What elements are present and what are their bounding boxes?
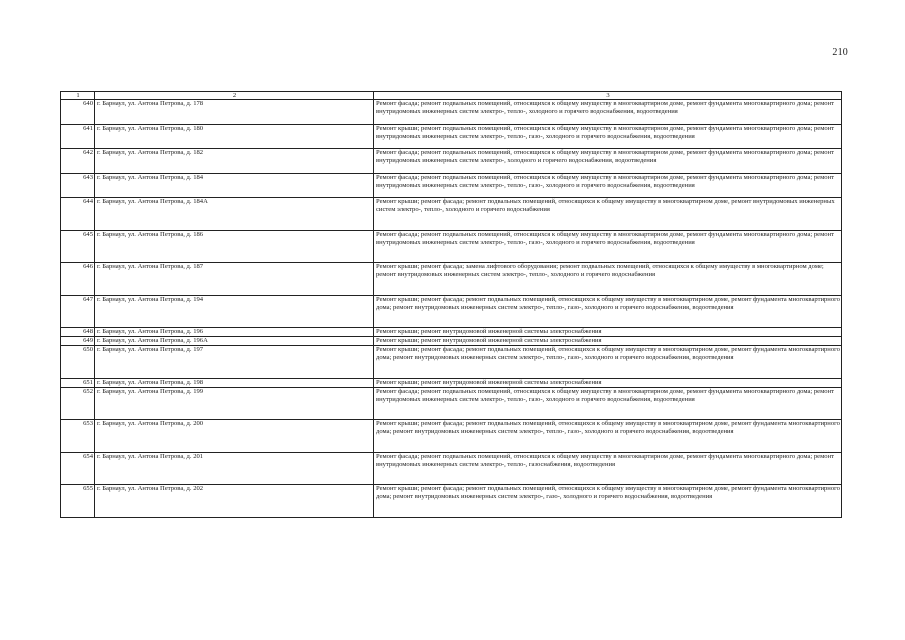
row-number: 647 bbox=[61, 295, 95, 328]
row-number: 654 bbox=[61, 452, 95, 485]
address-cell: г. Барнаул, ул. Антона Петрова, д. 196А bbox=[95, 337, 374, 346]
address-cell: г. Барнаул, ул. Антона Петрова, д. 184 bbox=[95, 173, 374, 198]
row-number: 641 bbox=[61, 124, 95, 149]
works-cell: Ремонт крыши; ремонт фасада; ремонт подвальных помещений, относящихся к общему имуществу в многоквартирном доме, ремонт фундамента многоквартирного дома; ремонт внутридомовых инженерных систем электро-, тепло-, газо-, холодного и горячего водоснабжения, водоотведения bbox=[374, 295, 842, 328]
works-cell: Ремонт крыши; ремонт фасада; ремонт подвальных помещений, относящихся к общему имуществу в многоквартирном доме, ремонт внутридомовых инженерных систем электро-, тепло-, холодного и горячего водоснабжения bbox=[374, 198, 842, 231]
works-cell: Ремонт крыши; ремонт фасада; ремонт подвальных помещений, относящихся к общему имуществу в многоквартирном доме, ремонт фундамента многоквартирного дома; ремонт внутридомовых инженерных систем электро-, газо-, холодного и горячего водоснабжения, водоотведения bbox=[374, 485, 842, 518]
table-row bbox=[61, 295, 842, 328]
table-row bbox=[61, 100, 842, 125]
works-cell: Ремонт фасада; ремонт подвальных помещений, относящихся к общему имуществу в многоквартирном доме, ремонт фундамента многоквартирного дома; ремонт внутридомовых инженерных систем электро-, тепло-, газоснабжения, водоотведения bbox=[374, 452, 842, 485]
row-number: 648 bbox=[61, 328, 95, 337]
address-cell: г. Барнаул, ул. Антона Петрова, д. 186 bbox=[95, 230, 374, 263]
row-number: 651 bbox=[61, 378, 95, 387]
row-number: 640 bbox=[61, 100, 95, 125]
repair-register-table bbox=[60, 91, 842, 518]
works-cell: Ремонт фасада; ремонт подвальных помещений, относящихся к общему имуществу в многоквартирном доме, ремонт фундамента многоквартирного дома; ремонт внутридомовых инженерных систем электро-, тепло-, холодного и горячего водоснабжения, водоотведения bbox=[374, 100, 842, 125]
row-number: 649 bbox=[61, 337, 95, 346]
table-row bbox=[61, 263, 842, 296]
table-row bbox=[61, 149, 842, 174]
row-number: 645 bbox=[61, 230, 95, 263]
page-number: 210 bbox=[832, 47, 848, 58]
table-row bbox=[61, 452, 842, 485]
table-row bbox=[61, 328, 842, 337]
table-row bbox=[61, 337, 842, 346]
address-cell: г. Барнаул, ул. Антона Петрова, д. 184А bbox=[95, 198, 374, 231]
table-row bbox=[61, 387, 842, 420]
works-cell: Ремонт крыши; ремонт внутридомовой инженерной системы электроснабжения bbox=[374, 337, 842, 346]
column-header-1: 1 bbox=[61, 92, 95, 100]
row-number: 653 bbox=[61, 420, 95, 453]
works-cell: Ремонт фасада; ремонт подвальных помещений, относящихся к общему имуществу в многоквартирном доме, ремонт фундамента многоквартирного дома; ремонт внутридомовых инженерных систем электро-, тепло-, газо-, холодного и горячего водоснабжения, водоотведения bbox=[374, 230, 842, 263]
address-cell: г. Барнаул, ул. Антона Петрова, д. 202 bbox=[95, 485, 374, 518]
row-number: 644 bbox=[61, 198, 95, 231]
table-row bbox=[61, 485, 842, 518]
address-cell: г. Барнаул, ул. Антона Петрова, д. 182 bbox=[95, 149, 374, 174]
column-header-2: 2 bbox=[95, 92, 374, 100]
works-cell: Ремонт крыши; ремонт внутридомовой инженерной системы электроснабжения bbox=[374, 378, 842, 387]
address-cell: г. Барнаул, ул. Антона Петрова, д. 180 bbox=[95, 124, 374, 149]
address-cell: г. Барнаул, ул. Антона Петрова, д. 196 bbox=[95, 328, 374, 337]
address-cell: г. Барнаул, ул. Антона Петрова, д. 200 bbox=[95, 420, 374, 453]
address-cell: г. Барнаул, ул. Антона Петрова, д. 201 bbox=[95, 452, 374, 485]
address-cell: г. Барнаул, ул. Антона Петрова, д. 199 bbox=[95, 387, 374, 420]
address-cell: г. Барнаул, ул. Антона Петрова, д. 178 bbox=[95, 100, 374, 125]
address-cell: г. Барнаул, ул. Антона Петрова, д. 194 bbox=[95, 295, 374, 328]
works-cell: Ремонт фасада; ремонт подвальных помещений, относящихся к общему имуществу в многоквартирном доме, ремонт фундамента многоквартирного дома; ремонт внутридомовых инженерных систем электро-, холодного и горячего водоснабжения, водоотведения bbox=[374, 149, 842, 174]
row-number: 643 bbox=[61, 173, 95, 198]
works-cell: Ремонт крыши; ремонт внутридомовой инженерной системы электроснабжения bbox=[374, 328, 842, 337]
works-cell: Ремонт крыши; ремонт подвальных помещений, относящихся к общему имуществу в многоквартирном доме, ремонт фундамента многоквартирного дома; ремонт внутридомовых инженерных систем электро-, тепло-, газо-, холодного и горячего водоснабжения, водоотведения bbox=[374, 124, 842, 149]
row-number: 655 bbox=[61, 485, 95, 518]
works-cell: Ремонт крыши; ремонт фасада; ремонт подвальных помещений, относящихся к общему имуществу в многоквартирном доме, ремонт фундамента многоквартирного дома; ремонт внутридомовых инженерных систем электро-, тепло-, газо-, холодного и горячего водоснабжения, водоотведения bbox=[374, 346, 842, 379]
address-cell: г. Барнаул, ул. Антона Петрова, д. 197 bbox=[95, 346, 374, 379]
table-row bbox=[61, 173, 842, 198]
works-cell: Ремонт фасада; ремонт подвальных помещений, относящихся к общему имуществу в многоквартирном доме, ремонт фундамента многоквартирного дома; ремонт внутридомовых инженерных систем электро-, тепло-, газо-, холодного и горячего водоснабжения, водоотведения bbox=[374, 387, 842, 420]
address-cell: г. Барнаул, ул. Антона Петрова, д. 198 bbox=[95, 378, 374, 387]
row-number: 650 bbox=[61, 346, 95, 379]
column-header-3: 3 bbox=[374, 92, 842, 100]
table-row bbox=[61, 198, 842, 231]
row-number: 652 bbox=[61, 387, 95, 420]
row-number: 642 bbox=[61, 149, 95, 174]
address-cell: г. Барнаул, ул. Антона Петрова, д. 187 bbox=[95, 263, 374, 296]
works-cell: Ремонт крыши; ремонт фасада; замена лифтового оборудования; ремонт подвальных помещений, относящихся к общему имуществу в многоквартирном доме; ремонт внутридомовых инженерных систем электро-, тепло-, холодного и горячего водоснабжения bbox=[374, 263, 842, 296]
table-row bbox=[61, 420, 842, 453]
column-number-row bbox=[61, 92, 842, 100]
row-number: 646 bbox=[61, 263, 95, 296]
works-cell: Ремонт крыши; ремонт фасада; ремонт подвальных помещений, относящихся к общему имуществу в многоквартирном доме, ремонт фундамента многоквартирного дома; ремонт внутридомовых инженерных систем электро-, тепло-, газо-, холодного и горячего водоснабжения, водоотведения bbox=[374, 420, 842, 453]
table-row bbox=[61, 378, 842, 387]
table-row bbox=[61, 230, 842, 263]
table-row bbox=[61, 124, 842, 149]
works-cell: Ремонт фасада; ремонт подвальных помещений, относящихся к общему имуществу в многоквартирном доме, ремонт фундамента многоквартирного дома; ремонт внутридомовых инженерных систем электро-, тепло-, газо-, холодного и горячего водоснабжения, водоотведения bbox=[374, 173, 842, 198]
table-row bbox=[61, 346, 842, 379]
